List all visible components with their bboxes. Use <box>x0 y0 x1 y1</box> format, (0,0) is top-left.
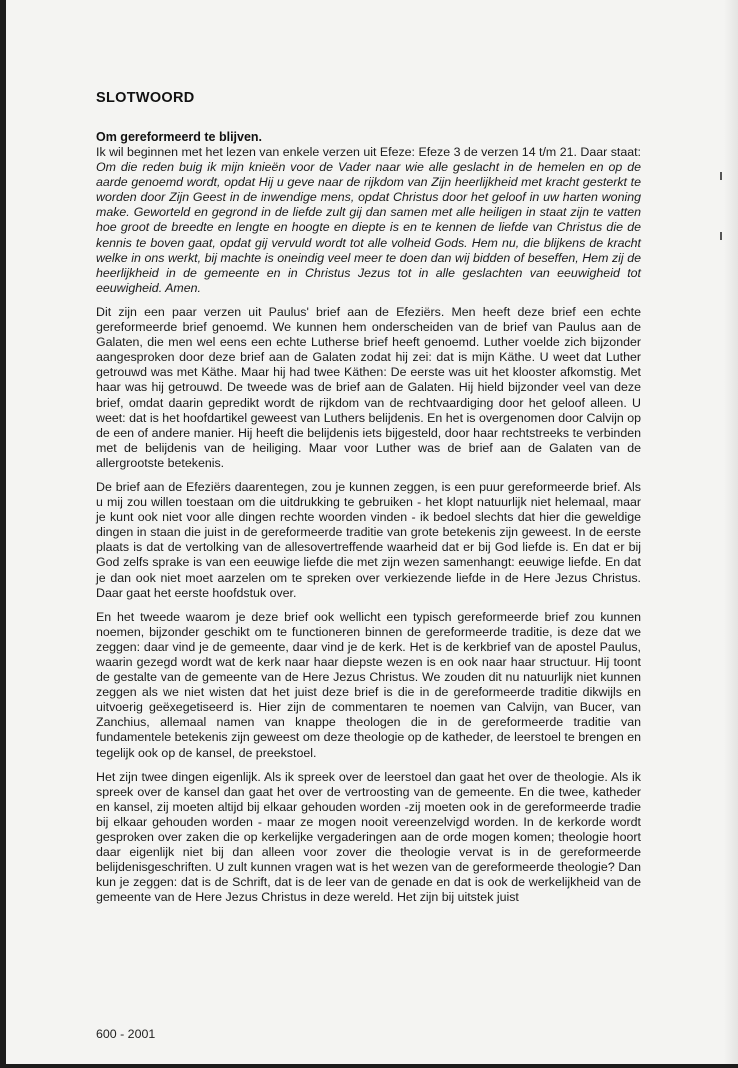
scan-left-border <box>0 0 6 1068</box>
page-title: SLOTWOORD <box>96 90 195 106</box>
scan-mark <box>720 172 722 180</box>
body-paragraph: De brief aan de Efeziërs daarentegen, zou je kunnen zeggen, is een puur gereformeerde brief. Als u mij zou willen toestaan om die uitdrukking te gebruiken - het klopt natuurlijk niet helemaal, maar je kunt ook niet voor alle dingen rechte woorden vinden - ik bedoel slechts dat hier die geweldige dingen in staan die juist in de gereformeerde traditie van grote betekenis zijn geweest. In de eerste plaats is dat de vertolking van de allesovertreffende waarheid dat er bij God liefde is. En dat er bij God zelfs sprake is van een eeuwige liefde die met zijn wezen samenhangt: eeuwige liefde. En dat je dan ook niet moet aarzelen om te spreken over verkiezende liefde in de Here Jezus Christus. Daar gaat het eerste hoofdstuk over. <box>96 479 641 600</box>
intro-reference: Ik wil beginnen met het lezen van enkele verzen uit Efeze: Efeze 3 de verzen 14 t/m 21. Daar staat: <box>96 145 641 159</box>
body-paragraph: En het tweede waarom je deze brief ook wellicht een typisch gereformeerde brief zou kunnen noemen, bijzonder geschikt om te functioneren binnen de gereformeerde traditie, is deze dat we zeggen: daar vind je de gemeente, daar vind je de kerk. Het is de kerkbrief van de apostel Paulus, waarin gezegd wordt wat de kerk naar haar diepste wezen is en ook naar haar structuur. Hij toont de gestalte van de gemeente van de Here Jezus Christus. We zouden dit nu natuurlijk niet kunnen zeggen als we niet wisten dat het juist deze brief is die in de gereformeerde traditie dikwijls en uitvoerig geëxegetiseerd is. Hier zijn de commentaren te noemen van Calvijn, van Bucer, van Zanchius, allemaal namen van knappe theologen die in de gereformeerde traditie van fundamentele betekenis zijn geweest om deze theologie op de katheder, de leerstoel te brengen en tegelijk ook op de kansel, de preekstoel. <box>96 609 641 760</box>
scripture-quote: Om die reden buig ik mijn knieën voor de Vader naar wie alle geslacht in de hemelen en op de aarde genoemd wordt, opdat Hij u geve naar de rijkdom van Zijn heerlijkheid met kracht gesterkt te worden door Zijn Geest in de inwendige mens, opdat Christus door het geloof in uw harten woning make. Geworteld en gegrond in de liefde zult gij dan samen met alle heiligen in staat zijn te vatten hoe groot de breedte en lengte en hoogte en diepte is en te kennen de liefde van Christus die de kennis te boven gaat, opdat gij vervuld wordt tot alle volheid Gods. Hem nu, die blijkens de kracht welke in ons werkt, bij machte is oneindig veel meer te doen dan wij bidden of beseffen, Hem zij de heerlijkheid in de gemeente en in Christus Jezus tot in alle geslachten van eeuwigheid tot eeuwigheid. Amen. <box>96 160 641 295</box>
scan-mark <box>720 232 722 240</box>
body-paragraph: Dit zijn een paar verzen uit Paulus' brief aan de Efeziërs. Men heeft deze brief een echte gereformeerde brief genoemd. We kunnen hem onderscheiden van de brief van Paulus aan de Galaten, die men wel eens een echte Lutherse brief heeft genoemd. Luther voelde zich bijzonder aangesproken door deze brief aan de Galaten zodat hij zei: dat is mijn Käthe. U weet dat Luther getrouwd was met Käthe. Maar hij had twee Käthen: De eerste was uit het klooster afkomstig. Met haar was hij getrouwd. De tweede was de brief aan de Galaten. Hij hield bijzonder veel van deze brief, omdat daarin gepredikt wordt de rijkdom van de rechtvaardiging door het geloof alleen. U weet: dat is het hoofdartikel geweest van Luthers belijdenis. En het is overgenomen door Calvijn op de een of andere manier. Hij heeft die belijdenis iets bijgesteld, door haar rechtstreeks te verbinden met de belijdenis van de heiliging. Maar voor Luther was de brief aan de Galaten van de allergrootste betekenis. <box>96 304 641 470</box>
intro-paragraph <box>96 145 641 296</box>
page-footer: 600 - 2001 <box>96 1027 156 1041</box>
body-paragraph: Het zijn twee dingen eigenlijk. Als ik spreek over de leerstoel dan gaat het over de theologie. Als ik spreek over de kansel dan gaat het over de vertroosting van de gemeente. En die twee, katheder en kansel, zij moeten altijd bij elkaar gehouden worden -zij moeten ook in de gereformeerde tradie bij elkaar gehouden worden - maar ze mogen nooit vereenzelvigd worden. In de kerkorde wordt gesproken over zaken die op kerkelijke vergaderingen aan de orde mogen komen; theologie hoort daar eigenlijk niet bij dan alleen voor zover die theologie vervat is in de gereformeerde belijdenisgeschriften. U zult kunnen vragen wat is het wezen van de gereformeerde theologie? Dan kun je zeggen: dat is de Schrift, dat is de leer van de genade en dat is ook de werkelijkheid van de gemeente van de Here Jezus Christus in deze wereld. Het zijn bij uitstek juist <box>96 769 641 905</box>
scan-right-shadow <box>724 0 738 1068</box>
article <box>96 90 641 915</box>
section-subtitle: Om gereformeerd te blijven. <box>96 130 263 144</box>
scan-bottom-border <box>0 1064 738 1068</box>
